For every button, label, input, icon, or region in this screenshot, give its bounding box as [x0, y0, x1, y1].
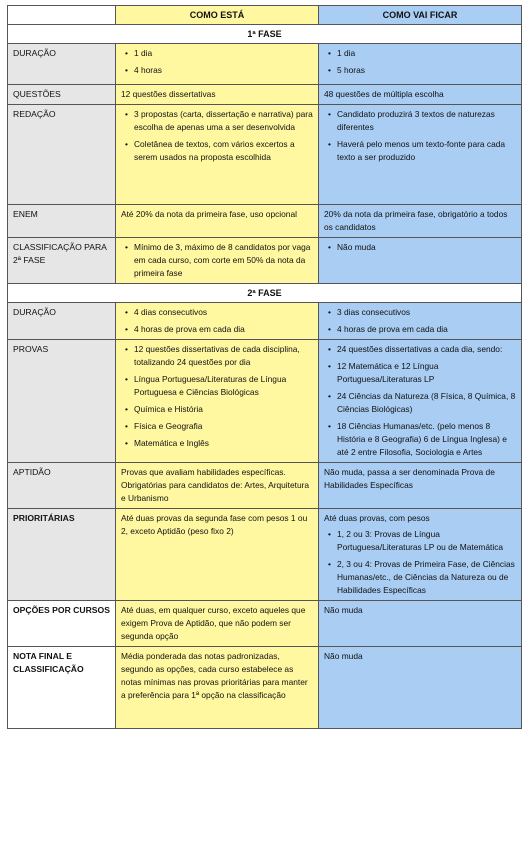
row-label: OPÇÕES POR CURSOS: [8, 601, 116, 647]
future-cell: Não muda, passa a ser denominada Prova de Habilidades Específicas: [319, 463, 522, 509]
list-item: • 4 dias consecutivos: [134, 306, 313, 319]
list-item: • 4 horas de prova em cada dia: [134, 323, 313, 336]
header-corner: [8, 6, 116, 25]
list-item: • 3 propostas (carta, dissertação e narrativa) para escolha de apenas uma a ser desenvolvida: [134, 108, 313, 134]
list-item: • Língua Portuguesa/Literaturas de Língua Portuguesa e Ciências Biológicas: [134, 373, 313, 399]
current-cell: [116, 44, 319, 85]
p2-provas-row: [8, 340, 522, 463]
list-item: • 3 dias consecutivos: [337, 306, 516, 319]
p1-classificacao-row: [8, 238, 522, 284]
future-cell: Não muda: [319, 601, 522, 647]
row-label: QUESTÕES: [8, 85, 116, 105]
future-cell: 48 questões de múltipla escolha: [319, 85, 522, 105]
list-item: • 1 dia: [337, 47, 516, 60]
list-item: • 4 horas de prova em cada dia: [337, 323, 516, 336]
list-item: • 24 questões dissertativas a cada dia, sendo:: [337, 343, 516, 356]
list-item: • 5 horas: [337, 64, 516, 77]
future-cell: [319, 238, 522, 284]
p1-questoes-row: [8, 85, 522, 105]
row-label: DURAÇÃO: [8, 44, 116, 85]
future-cell: [319, 44, 522, 85]
current-cell: [116, 105, 319, 205]
future-cell: Não muda: [319, 647, 522, 729]
list-item: • Matemática e Inglês: [134, 437, 313, 450]
list-item: • Física e Geografia: [134, 420, 313, 433]
list-item: • 12 Matemática e 12 Língua Portuguesa/Literaturas LP: [337, 360, 516, 386]
list-item: • 4 horas: [134, 64, 313, 77]
phase2-title: 2ª FASE: [8, 284, 522, 303]
list-item: • Química e História: [134, 403, 313, 416]
current-cell: Provas que avaliam habilidades específicas. Obrigatórias para candidatos de: Artes, Arquitetura e Urbanismo: [116, 463, 319, 509]
p2-opcoes-row: [8, 601, 522, 647]
header-como-esta: COMO ESTÁ: [116, 6, 319, 25]
header-row: [8, 6, 522, 25]
row-label: DURAÇÃO: [8, 303, 116, 340]
current-cell: Até duas, em qualquer curso, exceto aqueles que exigem Prova de Aptidão, que não podem ser segunda opção: [116, 601, 319, 647]
row-label: APTIDÃO: [8, 463, 116, 509]
future-cell: [319, 509, 522, 601]
current-cell: [116, 303, 319, 340]
list-item: • 1 dia: [134, 47, 313, 60]
p1-enem-row: [8, 205, 522, 238]
row-label: CLASSIFICAÇÃO PARA 2ª FASE: [8, 238, 116, 284]
p2-nota-final-row: [8, 647, 522, 729]
list-item: • Mínimo de 3, máximo de 8 candidatos por vaga em cada curso, com corte em 50% da nota da primeira fase: [134, 241, 313, 280]
current-cell: [116, 238, 319, 284]
comparison-table: [7, 5, 521, 729]
list-item: • 2, 3 ou 4: Provas de Primeira Fase, de Ciências Humanas/etc., de Ciências da Natureza ou de Habilidades Específicas: [337, 558, 516, 597]
p2-prioritarias-row: [8, 509, 522, 601]
list-item: • 18 Ciências Humanas/etc. (pelo menos 8 História e 8 Geografia) 6 de Língua Inglesa) e até 2 entre Filosofia, Sociologia e Artes: [337, 420, 516, 459]
p2-aptidao-row: [8, 463, 522, 509]
phase1-title-row: [8, 25, 522, 44]
header-como-vai-ficar: COMO VAI FICAR: [319, 6, 522, 25]
list-item: • 12 questões dissertativas de cada disciplina, totalizando 24 questões por dia: [134, 343, 313, 369]
p1-redacao-row: [8, 105, 522, 205]
future-cell: [319, 340, 522, 463]
current-cell: Até duas provas da segunda fase com pesos 1 ou 2, exceto Aptidão (peso fixo 2): [116, 509, 319, 601]
list-item: • Coletânea de textos, com vários excertos a serem usados na proposta escolhida: [134, 138, 313, 164]
future-cell: [319, 105, 522, 205]
phase2-title-row: [8, 284, 522, 303]
list-item: • 1, 2 ou 3: Provas de Língua Portuguesa/Literaturas LP ou de Matemática: [337, 528, 516, 554]
row-label: ENEM: [8, 205, 116, 238]
current-cell: 12 questões dissertativas: [116, 85, 319, 105]
current-cell: Até 20% da nota da primeira fase, uso opcional: [116, 205, 319, 238]
list-item: • 24 Ciências da Natureza (8 Física, 8 Química, 8 Ciências Biológicas): [337, 390, 516, 416]
p1-duracao-row: [8, 44, 522, 85]
list-item: • Não muda: [337, 241, 516, 254]
cell-intro: Até duas provas, com pesos: [324, 513, 430, 523]
phase1-title: 1ª FASE: [8, 25, 522, 44]
row-label: REDAÇÃO: [8, 105, 116, 205]
current-cell: [116, 340, 319, 463]
list-item: • Haverá pelo menos um texto-fonte para cada texto a ser produzido: [337, 138, 516, 164]
row-label: NOTA FINAL E CLASSIFICAÇÃO: [8, 647, 116, 729]
list-item: • Candidato produzirá 3 textos de naturezas diferentes: [337, 108, 516, 134]
future-cell: [319, 303, 522, 340]
current-cell: Média ponderada das notas padronizadas, segundo as opções, cada curso estabelece as notas mínimas nas provas prioritárias para manter a preferência para 1ª opção na classificação: [116, 647, 319, 729]
row-label: PROVAS: [8, 340, 116, 463]
row-label: PRIORITÁRIAS: [8, 509, 116, 601]
future-cell: 20% da nota da primeira fase, obrigatório a todos os candidatos: [319, 205, 522, 238]
p2-duracao-row: [8, 303, 522, 340]
